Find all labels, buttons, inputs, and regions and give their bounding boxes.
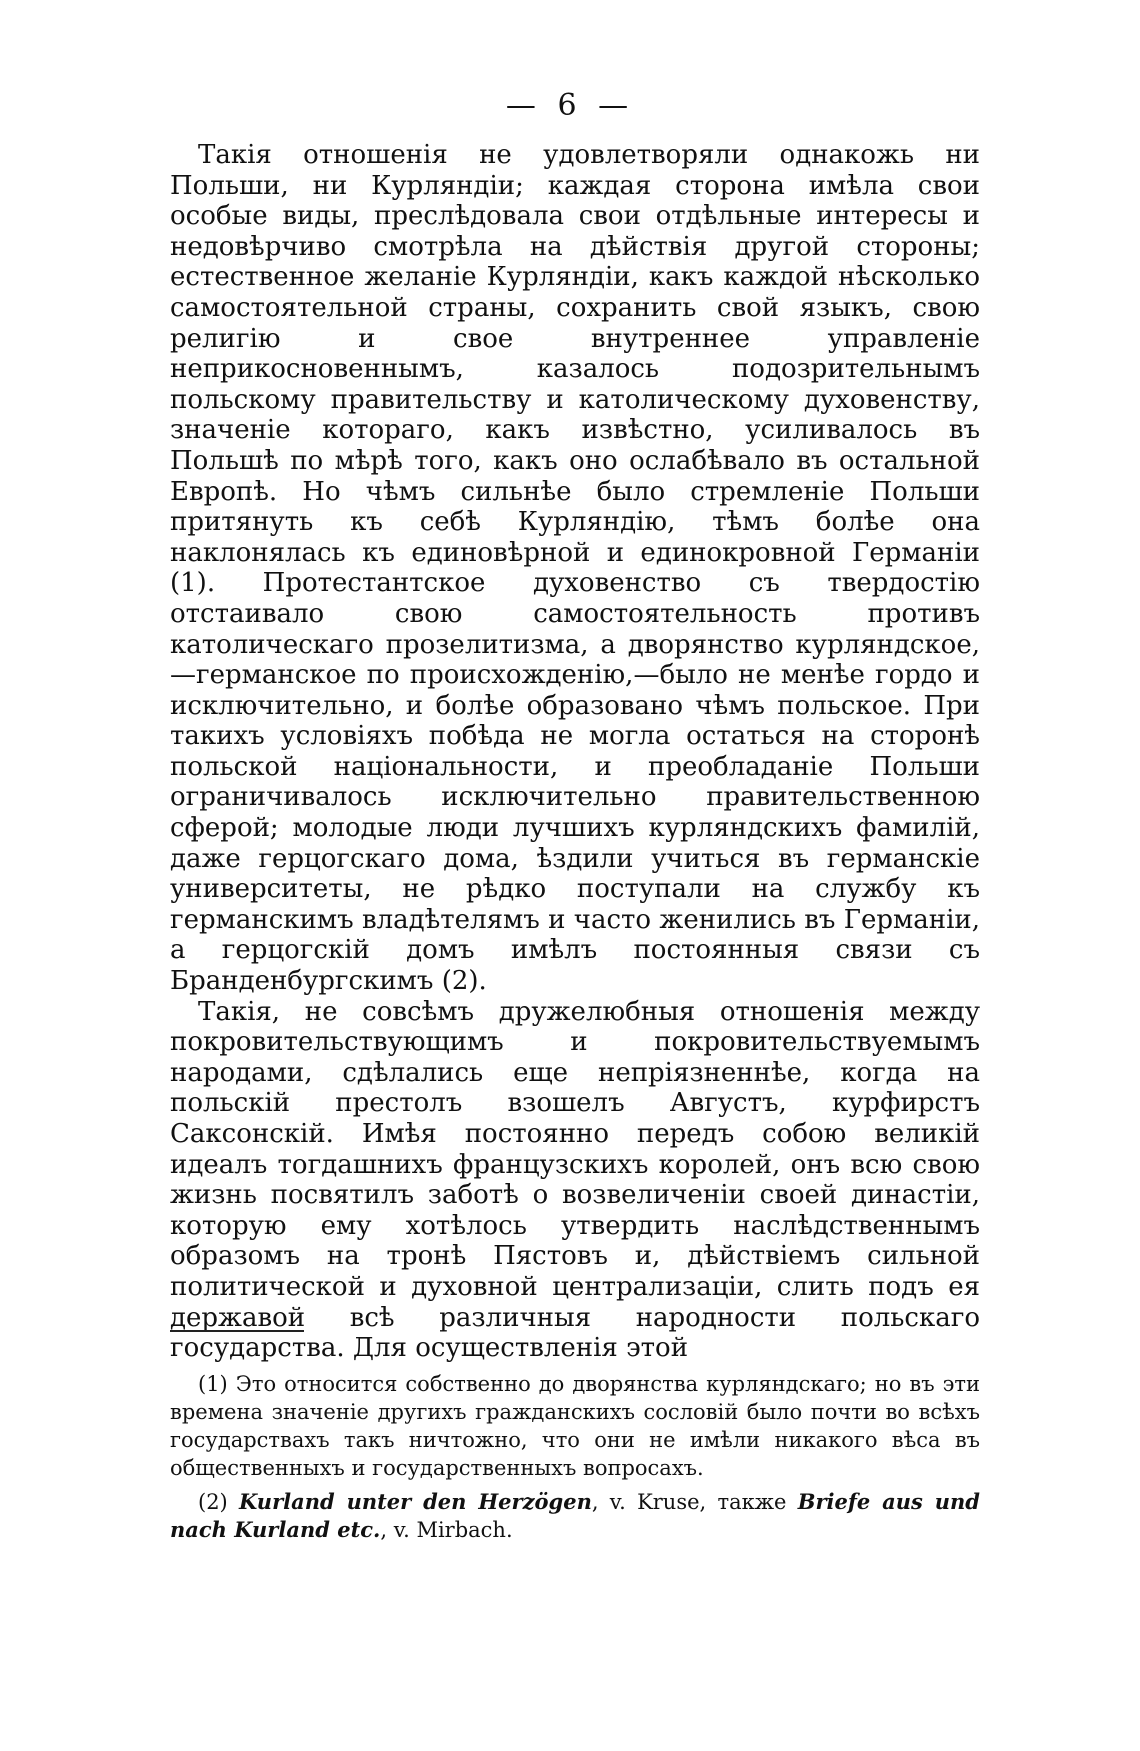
paragraph: Такія, не совсѣмъ дружелюбныя отношенія между покровительствующимъ и покровительствуемымъ народами, сдѣлались еще непріязненнѣе, когда на польскій престолъ взошелъ Августъ, курфирстъ Саксонскій. Имѣя постоянно передъ собою великій идеалъ тогдашнихъ французскихъ королей, онъ всю свою жизнь посвятилъ заботѣ о возвеличеніи своей династіи, которую ему хотѣлось утвердить наслѣдственнымъ образомъ на тронѣ Пястовъ и, дѣйствіемъ сильной политической и духовной централизаціи, слить подъ ея державой всѣ различныя народности польскаго государства. Для осуществленія этой (170, 996, 980, 1364)
body-text (170, 140, 980, 1364)
footnotes (170, 1370, 980, 1550)
footnote-1: (1) Это относится собственно до дворянства курляндскаго; но въ эти времена значеніе другихъ гражданскихъ сословій было почти во всѣхъ государствахъ такъ ничтожно, что они не имѣли никакого вѣса въ общественныхъ и государственныхъ вопросахъ. (170, 1372, 980, 1480)
footnote-2-author-2: , v. Mirbach. (380, 1518, 513, 1542)
footnote-2 (170, 1488, 980, 1544)
footnote-2-title-2: Briefe aus und nach Kurland etc. (170, 1489, 980, 1542)
page-number: — 6 — (505, 88, 635, 123)
footnote-2-author-1: , v. Kruse, также (591, 1490, 798, 1514)
footnote-divider (170, 1330, 304, 1332)
paragraph: Такія отношенія не удовлетворяли однакожь ни Польши, ни Курляндіи; каждая сторона имѣла свои особые виды, преслѣдовала свои отдѣльные интересы и недовѣрчиво смотрѣла на дѣйствія другой стороны; естественное желаніе Курляндіи, какъ каждой нѣсколько самостоятельной страны, сохранить свой языкъ, свою религію и свое внутреннее управленіе неприкосновеннымъ, казалось подозрительнымъ польскому правительству и католическому духовенству, значеніе котораго, какъ извѣстно, усиливалось въ Польшѣ по мѣрѣ того, какъ оно ослабѣвало въ остальной Европѣ. Но чѣмъ сильнѣе было стремленіе Польши притянуть къ себѣ Курляндію, тѣмъ болѣе она наклонялась къ единовѣрной и единокровной Германіи (1). Протестантское духовенство съ твердостію отстаивало свою самостоятельность противъ католическаго прозелитизма, а дворянство курляндское,—германское по происхожденію,—было не менѣе гордо и исключительно, и болѣе образовано чѣмъ польское. При такихъ условіяхъ побѣда не могла остаться на сторонѣ польской національности, и преобладаніе Польши ограничивалось исключительно правительственною сферой; молодые люди лучшихъ курляндскихъ фамилій, даже герцогскаго дома, ѣздили учиться въ германскіе университеты, не рѣдко поступали на службу къ германскимъ владѣтелямъ и часто женились въ Германіи, а герцогскій домъ имѣлъ постоянныя связи съ Бранденбургскимъ (2). (170, 140, 980, 997)
footnote-2-marker: (2) (198, 1490, 228, 1514)
footnote-2-title-1: Kurland unter den Herzögen (239, 1489, 592, 1514)
